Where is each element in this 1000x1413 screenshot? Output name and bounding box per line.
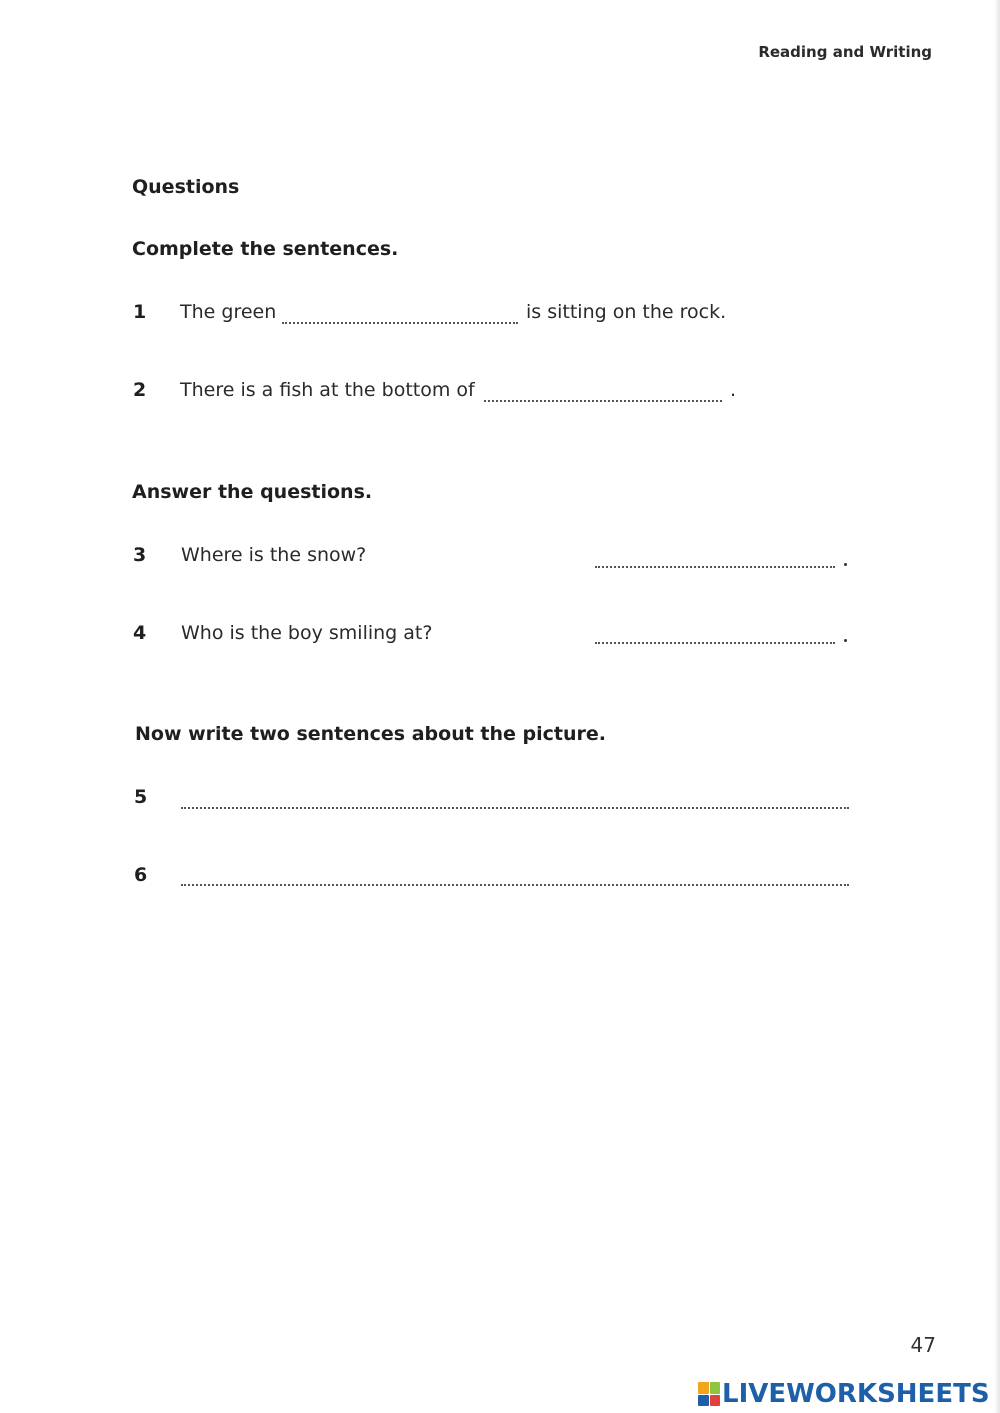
question-number: 5 bbox=[134, 786, 148, 808]
answer-blank-2[interactable] bbox=[484, 400, 722, 402]
question-text-after: is sitting on the rock. bbox=[526, 301, 727, 323]
part1-instruction: Complete the sentences. bbox=[132, 238, 399, 260]
answer-blank-4[interactable] bbox=[595, 642, 835, 644]
logo-text: LIVEWORKSHEETS bbox=[722, 1379, 990, 1409]
page-number: 47 bbox=[910, 1333, 936, 1357]
answer-blank-3[interactable] bbox=[595, 566, 835, 568]
question-text-before: The green bbox=[180, 301, 277, 323]
question-number: 3 bbox=[133, 544, 147, 566]
question-text: Where is the snow? bbox=[181, 544, 367, 566]
question-number: 4 bbox=[133, 622, 147, 644]
question-number: 6 bbox=[134, 864, 148, 886]
full-stop bbox=[844, 639, 847, 642]
questions-heading: Questions bbox=[132, 176, 240, 198]
answer-line-5[interactable] bbox=[181, 807, 849, 809]
question-number: 1 bbox=[133, 301, 147, 323]
liveworksheets-logo-icon bbox=[698, 1382, 720, 1406]
question-text-after: . bbox=[730, 379, 737, 401]
answer-line-6[interactable] bbox=[181, 884, 849, 886]
part2-instruction: Answer the questions. bbox=[132, 481, 373, 503]
question-text-before: There is a fish at the bottom of bbox=[180, 379, 475, 401]
question-number: 2 bbox=[133, 379, 147, 401]
section-title: Reading and Writing bbox=[758, 43, 932, 61]
page-edge-shadow bbox=[994, 0, 1000, 1413]
answer-blank-1[interactable] bbox=[282, 322, 518, 324]
liveworksheets-logo bbox=[698, 1379, 990, 1409]
full-stop bbox=[844, 563, 847, 566]
part3-instruction: Now write two sentences about the picture. bbox=[135, 723, 607, 745]
question-text: Who is the boy smiling at? bbox=[181, 622, 433, 644]
